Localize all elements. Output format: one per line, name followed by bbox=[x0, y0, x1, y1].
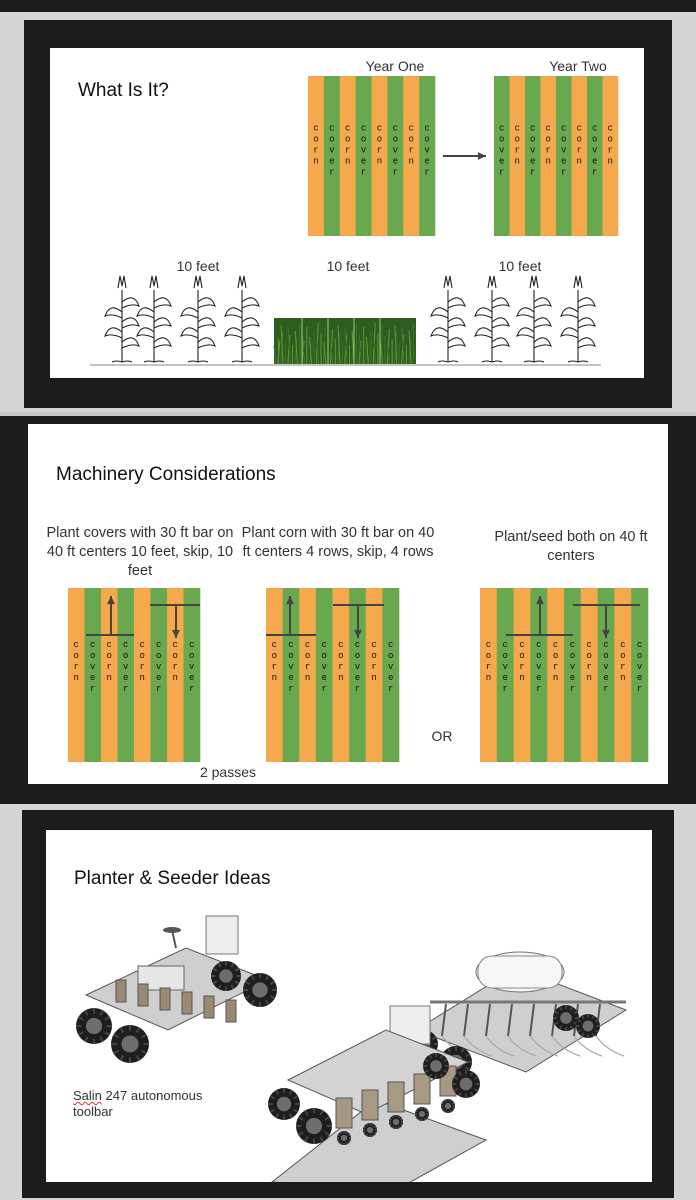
strip-letter: c bbox=[576, 123, 582, 134]
strip-letter: o bbox=[139, 651, 145, 662]
strip-letter: r bbox=[530, 167, 536, 178]
strip-letter: o bbox=[189, 651, 195, 662]
strip-letter: c bbox=[424, 123, 430, 134]
strip-letter: r bbox=[545, 145, 551, 156]
strip-letter: r bbox=[106, 662, 112, 673]
strip-letter: n bbox=[408, 156, 414, 167]
strip-letter: r bbox=[288, 684, 294, 695]
strip-letter: e bbox=[424, 156, 430, 167]
strip-letter: r bbox=[321, 684, 327, 695]
slide-planter bbox=[46, 830, 652, 1182]
strip-letter: v bbox=[499, 145, 505, 156]
strip-letter: e bbox=[288, 673, 294, 684]
strip-letter: c bbox=[545, 123, 551, 134]
strip-letter: e bbox=[387, 673, 394, 684]
strip-letter: v bbox=[569, 662, 576, 673]
strip-letter: c bbox=[304, 640, 311, 651]
spacing-label-right: 10 feet bbox=[498, 258, 542, 274]
strip-letter: r bbox=[586, 662, 592, 673]
strip-letter: o bbox=[313, 134, 319, 145]
slide-frame-what-is-it bbox=[24, 20, 672, 408]
strip-letter: o bbox=[576, 134, 582, 145]
strip-letter: e bbox=[636, 673, 643, 684]
strip-letter: r bbox=[607, 145, 613, 156]
strip-block bbox=[308, 76, 435, 236]
corn-plant-icon bbox=[475, 276, 509, 362]
strip-letter: o bbox=[485, 651, 492, 662]
robot-illustrations bbox=[46, 830, 652, 1182]
cover-crop-photo bbox=[274, 318, 416, 364]
strip-letter: e bbox=[156, 673, 162, 684]
strip-letter: c bbox=[329, 123, 335, 134]
strip-letter: v bbox=[636, 662, 643, 673]
strip-letter: r bbox=[376, 145, 383, 156]
strip-letter: o bbox=[569, 651, 576, 662]
strip-letter: c bbox=[536, 640, 542, 651]
strip-letter: c bbox=[139, 640, 145, 651]
strip-letter: o bbox=[106, 651, 112, 662]
strip-letter: e bbox=[569, 673, 576, 684]
strip-letter: o bbox=[321, 651, 327, 662]
strip-letter: o bbox=[73, 651, 79, 662]
year-one-label: Year One bbox=[365, 58, 425, 74]
strip-letter: v bbox=[392, 145, 399, 156]
corn-plant-icon bbox=[181, 276, 215, 362]
strip-letter: v bbox=[603, 662, 609, 673]
corn-plant-icon bbox=[561, 276, 595, 362]
strip-letter: o bbox=[561, 134, 567, 145]
strip-letter: v bbox=[592, 145, 598, 156]
strip-letter: o bbox=[603, 651, 609, 662]
toolbar-caption bbox=[73, 1088, 243, 1120]
strip-letter: r bbox=[485, 662, 492, 673]
strip-letter: r bbox=[536, 684, 542, 695]
strip-letter: o bbox=[408, 134, 414, 145]
strip-letter: c bbox=[636, 640, 643, 651]
strip-letter: n bbox=[106, 673, 112, 684]
year-two-label: Year Two bbox=[549, 58, 607, 74]
strip-letter: c bbox=[172, 640, 178, 651]
strip-letter: c bbox=[156, 640, 162, 651]
strip-letter: r bbox=[387, 684, 394, 695]
strip-letter: n bbox=[586, 673, 592, 684]
strip-letter: n bbox=[139, 673, 145, 684]
strip-letter: n bbox=[371, 673, 377, 684]
toolbar-caption-text: 247 autonomous toolbar bbox=[73, 1088, 203, 1119]
caption-plant-covers: Plant covers with 30 ft bar on 40 ft centers 10 feet, skip, 10 feet bbox=[46, 525, 234, 579]
strip-letter: c bbox=[392, 123, 399, 134]
strip-letter: c bbox=[321, 640, 327, 651]
right-arrow-icon bbox=[478, 152, 486, 160]
caption-plant-both: Plant/seed both on 40 ft centers bbox=[494, 529, 648, 564]
strip-letter: c bbox=[354, 640, 361, 651]
strip-letter: n bbox=[620, 673, 626, 684]
strip-letter: e bbox=[90, 673, 96, 684]
strip-letter: o bbox=[344, 134, 351, 145]
strip-letter: v bbox=[536, 662, 542, 673]
strip-letter: r bbox=[576, 145, 582, 156]
strip-letter: v bbox=[354, 662, 361, 673]
strip-letter: c bbox=[499, 123, 505, 134]
strip-letter: n bbox=[172, 673, 178, 684]
strip-letter: r bbox=[271, 662, 278, 673]
strip-letter: o bbox=[392, 134, 399, 145]
strip-letter: v bbox=[329, 145, 335, 156]
strip-letter: v bbox=[288, 662, 294, 673]
strip-letter: c bbox=[502, 640, 508, 651]
strip-letter: e bbox=[536, 673, 542, 684]
strip-letter: e bbox=[499, 156, 505, 167]
strip-letter: n bbox=[576, 156, 582, 167]
strip-block bbox=[266, 588, 399, 762]
strip-letter: r bbox=[371, 662, 377, 673]
strip-letter: r bbox=[344, 145, 351, 156]
strip-letter: v bbox=[321, 662, 327, 673]
caption-plant-corn: Plant corn with 30 ft bar on 40 ft centers 4 rows, skip, 4 rows bbox=[241, 525, 435, 560]
toolbar-caption-brand: Salin bbox=[73, 1088, 102, 1103]
strip-letter: r bbox=[73, 662, 79, 673]
slide-machinery bbox=[28, 424, 668, 784]
strip-letter: o bbox=[620, 651, 626, 662]
spacing-label-left: 10 feet bbox=[176, 258, 220, 274]
strip-letter: v bbox=[156, 662, 162, 673]
corn-plant-icon bbox=[105, 276, 139, 362]
strip-letter: r bbox=[304, 662, 311, 673]
strip-letter: v bbox=[530, 145, 536, 156]
strip-letter: v bbox=[123, 662, 129, 673]
strip-letter: c bbox=[106, 640, 112, 651]
strip-letter: v bbox=[424, 145, 430, 156]
strip-letter: r bbox=[552, 662, 559, 673]
strip-letter: c bbox=[371, 640, 377, 651]
strip-letter: o bbox=[545, 134, 551, 145]
strip-letter: n bbox=[552, 673, 559, 684]
strip-letter: n bbox=[271, 673, 278, 684]
strip-letter: c bbox=[288, 640, 294, 651]
strip-letter: o bbox=[172, 651, 178, 662]
strip-letter: v bbox=[387, 662, 394, 673]
strip-block bbox=[494, 76, 618, 236]
slide-frame-machinery bbox=[0, 416, 696, 804]
strip-diagram-year-one-two bbox=[50, 48, 644, 378]
strip-letter: c bbox=[408, 123, 414, 134]
strip-letter: n bbox=[514, 156, 520, 167]
strip-letter: n bbox=[344, 156, 351, 167]
strip-letter: o bbox=[536, 651, 542, 662]
strip-letter: r bbox=[424, 167, 430, 178]
strip-letter: o bbox=[123, 651, 129, 662]
strip-letter: c bbox=[552, 640, 559, 651]
or-label: OR bbox=[431, 728, 453, 744]
strip-letter: o bbox=[271, 651, 278, 662]
strip-letter: o bbox=[156, 651, 162, 662]
strip-letter: r bbox=[123, 684, 129, 695]
strip-letter: v bbox=[561, 145, 567, 156]
strip-letter: c bbox=[607, 123, 613, 134]
strip-letter: r bbox=[636, 684, 643, 695]
strip-letter: e bbox=[592, 156, 598, 167]
strip-letter: c bbox=[569, 640, 576, 651]
strip-letter: c bbox=[530, 123, 536, 134]
strip-letter: c bbox=[123, 640, 129, 651]
strip-letter: c bbox=[519, 640, 525, 651]
strip-letter: n bbox=[545, 156, 551, 167]
strip-letter: n bbox=[304, 673, 311, 684]
strip-letter: v bbox=[189, 662, 195, 673]
strip-letter: r bbox=[360, 167, 367, 178]
strip-letter: r bbox=[392, 167, 399, 178]
strip-letter: c bbox=[360, 123, 367, 134]
strip-letter: o bbox=[636, 651, 643, 662]
strip-letter: c bbox=[271, 640, 278, 651]
strip-letter: v bbox=[502, 662, 508, 673]
slide-what-is-it bbox=[50, 48, 644, 378]
strip-letter: o bbox=[329, 134, 335, 145]
corn-plant-icon bbox=[225, 276, 259, 362]
strip-letter: r bbox=[90, 684, 96, 695]
strip-letter: n bbox=[519, 673, 525, 684]
strip-letter: c bbox=[376, 123, 383, 134]
passes-label: 2 passes bbox=[199, 764, 257, 780]
strip-letter: r bbox=[313, 145, 319, 156]
strip-diagram-machinery bbox=[28, 424, 668, 784]
strip-letter: o bbox=[360, 134, 367, 145]
strip-letter: o bbox=[371, 651, 377, 662]
strip-letter: r bbox=[189, 684, 195, 695]
strip-letter: r bbox=[592, 167, 598, 178]
strip-letter: c bbox=[313, 123, 319, 134]
robot-toolbar-icon bbox=[76, 916, 277, 1063]
slide-frame-planter bbox=[22, 810, 674, 1198]
strip-letter: o bbox=[304, 651, 311, 662]
strip-letter: e bbox=[321, 673, 327, 684]
strip-letter: o bbox=[552, 651, 559, 662]
strip-letter: c bbox=[73, 640, 79, 651]
strip-letter: o bbox=[499, 134, 505, 145]
strip-letter: c bbox=[387, 640, 394, 651]
strip-letter: r bbox=[499, 167, 505, 178]
strip-letter: n bbox=[313, 156, 319, 167]
strip-letter: r bbox=[502, 684, 508, 695]
strip-letter: r bbox=[569, 684, 576, 695]
strip-letter: c bbox=[603, 640, 609, 651]
strip-letter: v bbox=[360, 145, 367, 156]
strip-letter: c bbox=[485, 640, 492, 651]
strip-letter: n bbox=[376, 156, 383, 167]
strip-letter: o bbox=[592, 134, 598, 145]
strip-letter: n bbox=[485, 673, 492, 684]
strip-letter: r bbox=[561, 167, 567, 178]
strip-block bbox=[480, 588, 648, 762]
strip-letter: c bbox=[189, 640, 195, 651]
strip-letter: o bbox=[90, 651, 96, 662]
strip-letter: c bbox=[514, 123, 520, 134]
strip-letter: r bbox=[172, 662, 178, 673]
strip-letter: r bbox=[620, 662, 626, 673]
strip-letter: c bbox=[586, 640, 592, 651]
strip-letter: r bbox=[139, 662, 145, 673]
strip-letter: c bbox=[620, 640, 626, 651]
corn-plant-icon bbox=[517, 276, 551, 362]
strip-letter: n bbox=[338, 673, 344, 684]
strip-letter: o bbox=[424, 134, 430, 145]
strip-letter: e bbox=[530, 156, 536, 167]
strip-letter: e bbox=[360, 156, 367, 167]
corn-plant-icon bbox=[137, 276, 171, 362]
strip-letter: o bbox=[354, 651, 361, 662]
strip-letter: o bbox=[502, 651, 508, 662]
strip-letter: c bbox=[592, 123, 598, 134]
strip-letter: r bbox=[156, 684, 162, 695]
strip-letter: e bbox=[123, 673, 129, 684]
strip-letter: o bbox=[338, 651, 344, 662]
strip-letter: o bbox=[530, 134, 536, 145]
strip-letter: e bbox=[354, 673, 361, 684]
strip-letter: c bbox=[344, 123, 351, 134]
strip-letter: e bbox=[329, 156, 335, 167]
slide-frame-1 bbox=[0, 0, 696, 12]
strip-letter: o bbox=[607, 134, 613, 145]
strip-letter: o bbox=[586, 651, 592, 662]
strip-letter: r bbox=[603, 684, 609, 695]
strip-letter: o bbox=[288, 651, 294, 662]
strip-letter: r bbox=[519, 662, 525, 673]
slide-title: What Is It? bbox=[78, 80, 169, 101]
strip-letter: o bbox=[519, 651, 525, 662]
strip-letter: r bbox=[354, 684, 361, 695]
strip-letter: r bbox=[338, 662, 344, 673]
strip-letter: c bbox=[561, 123, 567, 134]
strip-letter: o bbox=[514, 134, 520, 145]
strip-letter: o bbox=[387, 651, 394, 662]
strip-letter: r bbox=[408, 145, 414, 156]
strip-letter: n bbox=[607, 156, 613, 167]
strip-block bbox=[68, 588, 200, 762]
strip-letter: c bbox=[338, 640, 344, 651]
strip-letter: e bbox=[603, 673, 609, 684]
spacing-label-middle: 10 feet bbox=[326, 258, 370, 274]
corn-plant-icon bbox=[431, 276, 465, 362]
strip-letter: c bbox=[90, 640, 96, 651]
strip-letter: e bbox=[502, 673, 508, 684]
strip-letter: r bbox=[329, 167, 335, 178]
strip-letter: v bbox=[90, 662, 96, 673]
strip-letter: n bbox=[73, 673, 79, 684]
strip-letter: e bbox=[189, 673, 195, 684]
slide-title: Machinery Considerations bbox=[56, 464, 276, 485]
strip-letter: e bbox=[561, 156, 567, 167]
strip-letter: e bbox=[392, 156, 399, 167]
strip-letter: o bbox=[376, 134, 383, 145]
slide-title: Planter & Seeder Ideas bbox=[74, 868, 271, 889]
strip-letter: r bbox=[514, 145, 520, 156]
